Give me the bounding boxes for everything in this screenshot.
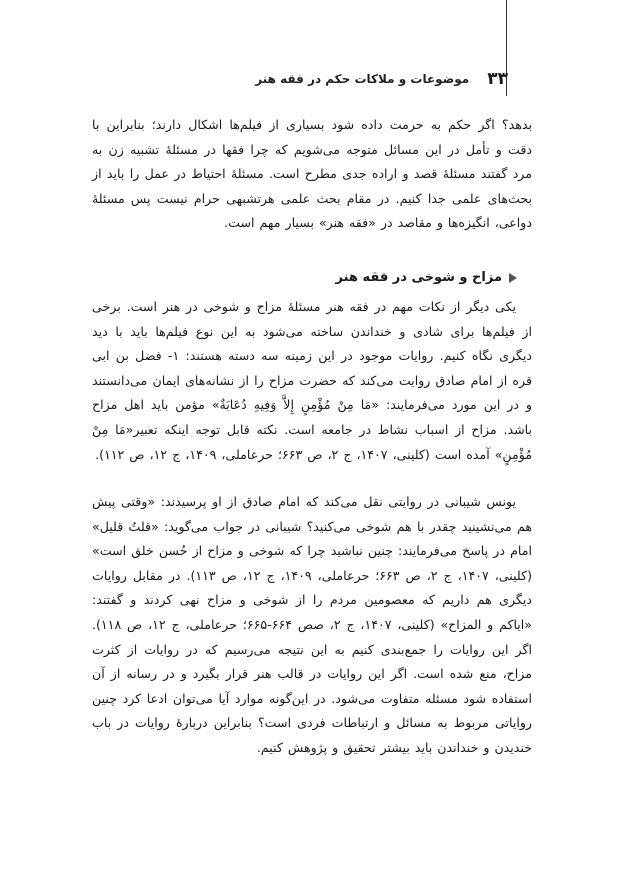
section-text-block-1 <box>92 295 532 467</box>
section-heading-text: مزاح و شوخی در فقه هنر <box>335 270 502 285</box>
running-title: موضوعات و ملاکات حکم در فقه هنر <box>255 72 470 86</box>
intro-text-block <box>92 113 532 236</box>
section-text-block-2 <box>92 490 532 761</box>
running-header <box>255 64 508 94</box>
page-number: ۳۳ <box>487 69 508 89</box>
paragraph-1: یکی دیگر از نکات مهم در فقه هنر مسئلهٔ مزاح و شوخی در هنر است. برخی از فیلم‌ها برای شادی و خنداندن ساخته می‌شود به این نوع فیلم‌ها باید با دید دیگری نگاه کنیم. روایات موجود در این زمینه سه دسته هستند: ۱- فضل بن ابی قره از امام صادق روایت می‌کند که حضرت مزاح را از نشانه‌های ایمان می‌دانستند و در این مورد می‌فرمایند: «مَا مِنْ مُؤْمِنٍ إِلاَّ وَفِيهِ دُعَابَةٌ» مؤمن باید اهل مزاح باشد. مزاح از اسباب نشاط در جامعه است. نکته قابل توجه اینکه تعبیر«مَا مِنْ مُؤْمِنٍ» آمده است (کلینی، ۱۴۰۷، ج ۲، ص ۶۶۳؛ حرعاملی، ۱۴۰۹، ج ۱۲، ص ۱۱۲). <box>92 299 532 462</box>
intro-paragraph: بدهد؟ اگر حکم به حرمت داده شود بسیاری از فیلم‌ها اشکال دارند؛ بنابراین با دقت و تأمل در این مسائل متوجه می‌شویم که چرا فقها در مسئلهٔ تشبیه زن به مرد گفتند مسئلهٔ قصد و اراده جدی مطرح است. مسئلهٔ احتیاط در عمل را باید از بحث‌های علمی جدا کنیم. در مقام بحث علمی هرتشبهی حرام نیست پس مسئلهٔ دواعی، انگیزه‌ها و مقاصد در «فقه هنر» بسیار مهم است. <box>92 117 532 231</box>
paragraph-2: یونس شیبانی در روایتی نقل می‌کند که امام صادق از او پرسیدند: «وقتی پیش هم می‌نشینید چقدر با هم شوخی می‌کنید؟ شیبانی در جواب می‌گوید: «قلتُ قلیل» امام در پاسخ می‌فرمایند: چنین نباشید چرا که شوخی و مزاح از حُسن خلق است» (کلینی، ۱۴۰۷، ج ۲، ص ۶۶۳؛ حرعاملی، ۱۴۰۹، ج ۱۲، ص ۱۱۳). در مقابل روایات دیگری هم داریم که معصومین مردم را از شوخی و مزاح نهی کردند و گفتند: «ایاکم و المزاح» (کلینی، ۱۴۰۷، ج ۲، صص ۶۶۴-۶۶۵؛ حرعاملی، ج ۱۲، ص ۱۱۸). اگر این روایات را جمع‌بندی کنیم به این نتیجه می‌رسیم که در روایات از کثرت مزاح، منع شده است. اگر این روایات در قالب هنر قرار بگیرد و در رسانه از آن استفاده شود مسئله متفاوت می‌شود. در این‌گونه موارد آیا می‌توان ادعا کرد چنین روایاتی مربوط به مسائل و ارتباطات فردی است؟ بنابراین دربارهٔ روایات در باب خندیدن و خنداندن باید بیشتر تحقیق و پژوهش کنیم. <box>92 494 532 755</box>
section-heading <box>336 270 517 285</box>
triangle-marker-icon <box>509 273 517 283</box>
